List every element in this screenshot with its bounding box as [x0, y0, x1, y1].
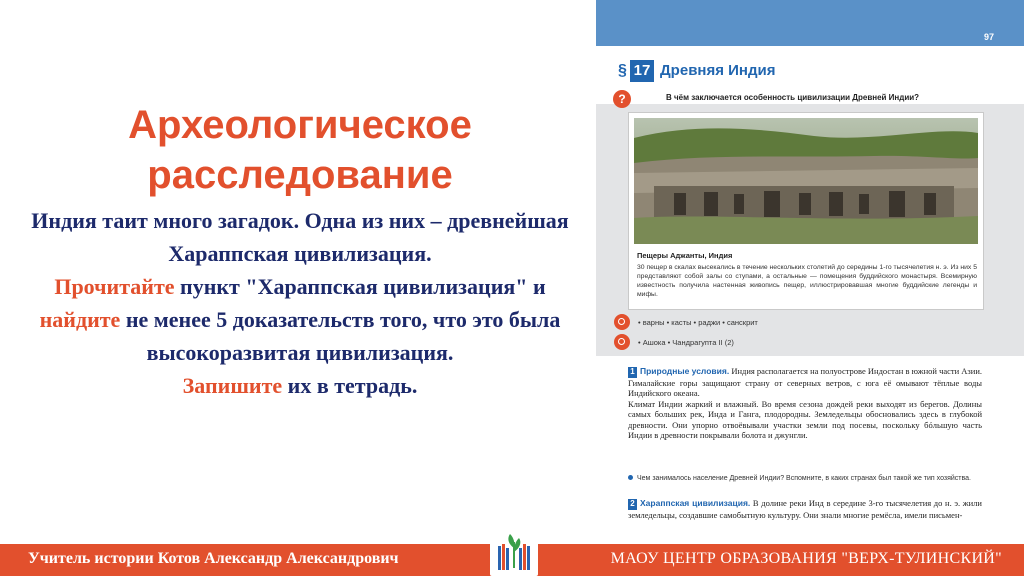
paragraph-text-2: В долине реки Инд в середине 3-го тысячелетия до н. э. жили земледельцы, создавшие самобытную культуру. Они знали многие ремёсла, имели письмен-: [628, 498, 982, 520]
paragraph-harappan: [628, 498, 982, 520]
bullet-dot: [628, 475, 633, 480]
headline-line-2: расследование: [147, 153, 453, 197]
photo-caption-title: Пещеры Аджанты, Индия: [637, 251, 733, 260]
task-text-2: не менее 5 доказательств того, что это была высокоразвитая цивилизация.: [120, 307, 561, 365]
photo-card: [628, 112, 984, 310]
task-verb-find: найдите: [39, 307, 121, 332]
review-question-text: Чем занималось население Древней Индии? Вспомните, в каких странах был такой же тип хозяйства.: [637, 475, 971, 482]
keywords-icon: [614, 314, 630, 330]
slide-text-block: [20, 100, 580, 402]
question-icon: ?: [613, 90, 631, 108]
task-text-3: их в тетрадь.: [282, 373, 418, 398]
task-text-1: пункт "Хараппская цивилизация" и: [174, 274, 546, 299]
paragraph-number-2: 2: [628, 499, 637, 510]
paragraph-number-1: 1: [628, 367, 637, 378]
school-logo: [490, 528, 538, 576]
persons-icon: [614, 334, 630, 350]
headline-line-1: Археологическое: [128, 103, 472, 147]
paragraph-text-1: Индия располагается на полуострове Индостан в южной части Азии. Гималайские горы защищают страну от северных ветров, с юга её омывают тёплые воды Индийского океана.: [628, 366, 983, 398]
section-number: 17: [630, 60, 654, 82]
review-question: [628, 474, 982, 483]
paragraph-natural-conditions: [628, 366, 982, 441]
footer-school: МАОУ ЦЕНТР ОБРАЗОВАНИЯ "ВЕРХ-ТУЛИНСКИЙ": [610, 550, 1002, 567]
key-question: В чём заключается особенность цивилизации Древней Индии?: [666, 93, 920, 102]
slide-body: [20, 204, 580, 402]
section-symbol: §: [618, 62, 627, 79]
intro-text: Индия таит много загадок. Одна из них – древнейшая Хараппская цивилизация.: [31, 208, 569, 266]
footer-author: Учитель истории Котов Александр Александрович: [28, 550, 399, 567]
chapter-title: Древняя Индия: [660, 62, 776, 79]
paragraph-heading-2: Хараппская цивилизация.: [640, 498, 751, 508]
keywords-line: • варны • касты • раджи • санскрит: [638, 318, 758, 327]
task-verb-write: Запишите: [182, 373, 283, 398]
textbook-page: [596, 0, 1024, 552]
task-verb-read: Прочитайте: [54, 274, 175, 299]
slide-headline: [20, 100, 580, 200]
persons-line: • Ашока • Чандрагупта II (2): [638, 338, 734, 347]
page-number: 97: [983, 32, 994, 42]
paragraph-text-1b: Климат Индии жаркий и влажный. Во время сезона дождей реки выходят из берегов. Долины самых больших рек, Инда и Ганга, плодородны. Земледельцы обосновались здесь в глубокой древности. Они упорно отвоёвывали участки земли под посевы, поскольку бóльшую часть Индии в древности покрывали болота и джунгли.: [628, 398, 982, 440]
ajanta-caves-photo: [634, 118, 978, 244]
books-sprout-icon: [490, 528, 538, 576]
paragraph-heading-1: Природные условия.: [640, 366, 730, 376]
page-header-band: [596, 0, 1024, 46]
photo-caption-text: 30 пещер в скалах высекались в течение нескольких столетий до середины 1-го тысячелетия н. э. Из них 5 представляют собой залы со ступами, а остальные — помещения буддийского монастыря. Всемирную известность получила настенная живопись пещер, иллюстрировавшая многие буддийские легенды и мифы.: [637, 264, 977, 298]
